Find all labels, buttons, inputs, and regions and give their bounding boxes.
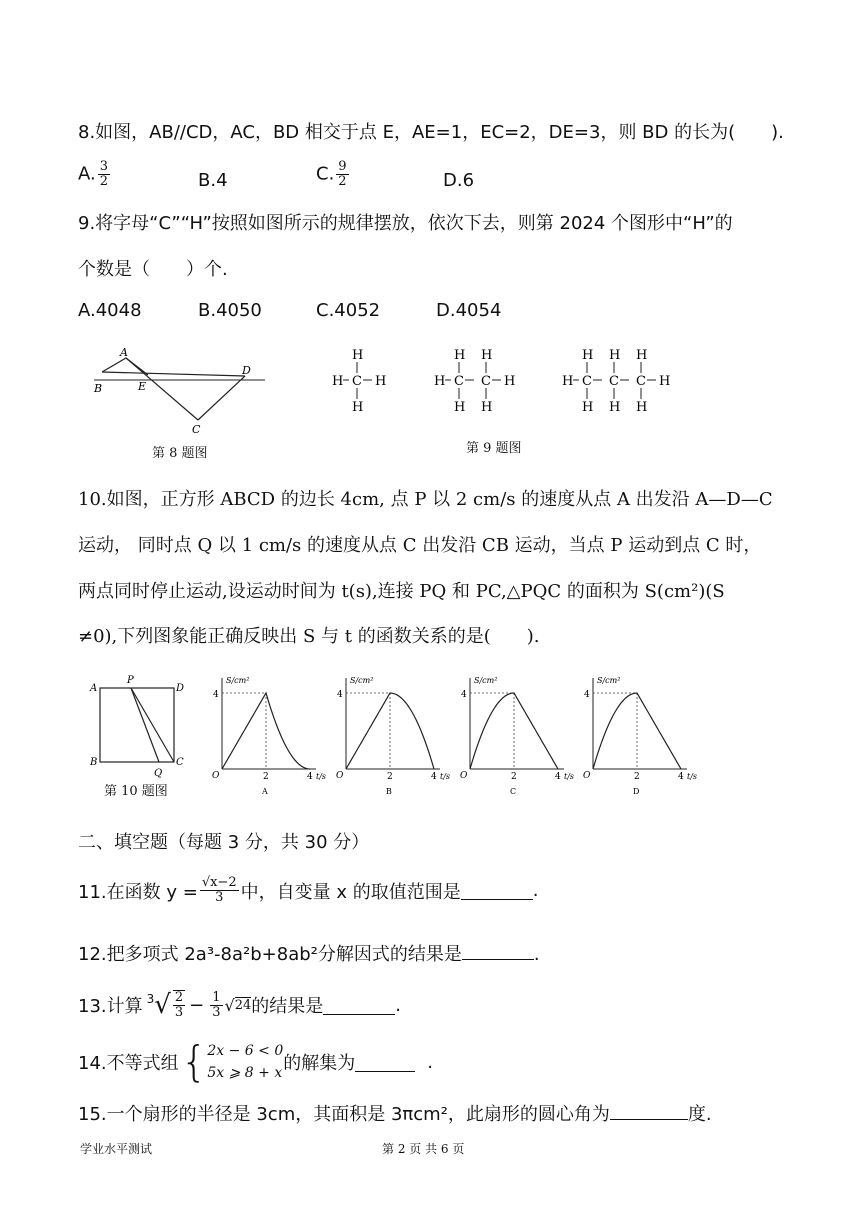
origin-label: O bbox=[336, 771, 344, 781]
label-q: Q bbox=[154, 768, 163, 779]
q14-line: 14.不等式组 { 2x − 6 < 0 5x ⩾ 8 + x 的解集为 . bbox=[78, 1037, 433, 1086]
atom-h: H bbox=[582, 400, 594, 415]
atom-c: C bbox=[609, 374, 619, 389]
label-a: A bbox=[90, 683, 98, 694]
q10-text-line1: 10.如图，正方形 ABCD 的边长 4cm, 点 P 以 2 cm/s 的速度从点 A 出发沿 A—D—C bbox=[78, 489, 773, 510]
atom-h: H bbox=[636, 400, 648, 415]
y-axis-label: S/cm² bbox=[474, 676, 498, 685]
answer-blank[interactable] bbox=[461, 881, 533, 900]
x-tick-4: 4 bbox=[678, 772, 684, 782]
inequality-system: 2x − 6 < 0 5x ⩾ 8 + x bbox=[207, 1043, 284, 1081]
x-tick-2: 2 bbox=[511, 772, 517, 782]
label-d: D bbox=[242, 364, 251, 377]
y-tick-4: 4 bbox=[213, 690, 219, 700]
q8-option-a: A. $\frac{3}{2}$ bbox=[78, 159, 108, 189]
q8-option-c: C. $\frac{9}{2}$ bbox=[316, 159, 347, 189]
fraction: $\frac{3}{2}$ bbox=[99, 159, 108, 189]
segment-pc bbox=[131, 688, 174, 762]
x-axis-label: t/s bbox=[440, 772, 451, 781]
graph-option-label: C bbox=[510, 787, 517, 796]
footer-left: 学业水平测试 bbox=[80, 1142, 153, 1156]
segment-ac bbox=[126, 358, 198, 420]
atom-h: H bbox=[582, 348, 594, 363]
x-axis-label: t/s bbox=[564, 772, 575, 781]
atom-h: H bbox=[562, 374, 574, 389]
y-tick-4: 4 bbox=[337, 690, 343, 700]
segment-cd bbox=[198, 376, 245, 420]
atom-c: C bbox=[454, 374, 464, 389]
answer-blank[interactable] bbox=[610, 1101, 688, 1120]
atom-c: C bbox=[636, 374, 646, 389]
q11-line: 11.在函数 y = $\frac{√x-2}{3}$ 中，自变量 x 的取值范围是 . bbox=[78, 875, 539, 905]
figure-10-caption: 第 10 题图 bbox=[104, 784, 168, 799]
x-tick-4: 4 bbox=[555, 772, 561, 782]
x-axis-label: t/s bbox=[687, 772, 698, 781]
y-axis-label: S/cm² bbox=[226, 676, 250, 685]
q9-option-b: B.4050 bbox=[198, 300, 262, 321]
atom-h: H bbox=[481, 348, 493, 363]
atom-h: H bbox=[332, 374, 344, 389]
radical-sign: √ bbox=[154, 990, 171, 1020]
atom-h: H bbox=[504, 374, 516, 389]
atom-h: H bbox=[352, 400, 364, 415]
graph-option-label: A bbox=[262, 787, 268, 796]
y-tick-4: 4 bbox=[461, 690, 467, 700]
atom-h: H bbox=[375, 374, 387, 389]
coef-fraction: $\frac{1}{3}$ bbox=[212, 989, 221, 1020]
atom-h: H bbox=[609, 348, 621, 363]
atom-c: C bbox=[352, 374, 362, 389]
label-c: C bbox=[192, 423, 201, 436]
q8-text: 8.如图，AB//CD，AC，BD 相交于点 E，AE=1，EC=2，DE=3，则 BD 的长为( ). bbox=[78, 122, 784, 143]
graph-A bbox=[206, 672, 327, 802]
atom-h: H bbox=[609, 400, 621, 415]
x-tick-2: 2 bbox=[634, 772, 640, 782]
atom-h: H bbox=[434, 374, 446, 389]
label-a: A bbox=[120, 346, 128, 359]
molecule-1 bbox=[332, 348, 386, 415]
x-tick-2: 2 bbox=[263, 772, 269, 782]
graph-B bbox=[330, 672, 451, 802]
label-e: E bbox=[138, 380, 147, 393]
q9-option-c: C.4052 bbox=[316, 300, 381, 321]
origin-label: O bbox=[460, 771, 468, 781]
q11-fraction: $\frac{√x-2}{3}$ bbox=[201, 875, 237, 905]
atom-h: H bbox=[454, 348, 466, 363]
atom-c: C bbox=[481, 374, 491, 389]
figure-9-diagram bbox=[322, 345, 692, 415]
molecule-group bbox=[332, 348, 670, 415]
molecule-3 bbox=[562, 348, 670, 415]
x-tick-2: 2 bbox=[387, 772, 393, 782]
origin-label: O bbox=[583, 771, 591, 781]
atom-h: H bbox=[481, 400, 493, 415]
label-d: D bbox=[176, 683, 185, 694]
graph-option-label: B bbox=[386, 787, 392, 796]
figure-8-diagram bbox=[90, 340, 270, 440]
x-axis-label: t/s bbox=[316, 772, 327, 781]
brace: { bbox=[180, 1037, 208, 1086]
atom-h: H bbox=[352, 348, 364, 363]
label-c: C bbox=[176, 757, 184, 768]
q10-text-line4: ≠0),下列图象能正确反映出 S 与 t 的函数关系的是( ). bbox=[78, 626, 540, 647]
label-b: B bbox=[90, 757, 98, 768]
q10-text-line2: 运动， 同时点 Q 以 1 cm/s 的速度从点 C 出发沿 CB 运动，当点 P 运动到点 C 时， bbox=[78, 535, 762, 556]
atom-h: H bbox=[659, 374, 671, 389]
fraction: $\frac{9}{2}$ bbox=[338, 159, 347, 189]
section-2-title: 二、填空题（每题 3 分，共 30 分） bbox=[78, 832, 370, 853]
figure-10-square bbox=[88, 670, 188, 780]
graph-D bbox=[577, 672, 698, 802]
atom-h: H bbox=[454, 400, 466, 415]
q9-option-a: A.4048 bbox=[78, 300, 142, 321]
q9-option-d: D.4054 bbox=[436, 300, 502, 321]
y-tick-4: 4 bbox=[584, 690, 590, 700]
radical-sign: √ bbox=[224, 995, 235, 1015]
origin-label: O bbox=[212, 771, 220, 781]
x-tick-4: 4 bbox=[307, 772, 313, 782]
q13-line: 13.计算 3 √ $\frac{2}{3}$ − $\frac{1}{3}$ √ 24 的结果是 . bbox=[78, 989, 401, 1020]
figure-9-caption: 第 9 题图 bbox=[466, 441, 522, 456]
q12-line: 12.把多项式 2a³-8a²b+8ab²分解因式的结果是 . bbox=[78, 940, 540, 966]
graph-option-label: D bbox=[633, 787, 640, 796]
q9-text-line1: 9.将字母“C”“H”按照如图所示的规律摆放，依次下去，则第 2024 个图形中“H”的 bbox=[78, 213, 733, 234]
q10-text-line3: 两点同时停止运动,设运动时间为 t(s),连接 PQ 和 PC,△PQC 的面积为 S(cm²)(S bbox=[78, 581, 725, 602]
molecule-2 bbox=[434, 348, 515, 415]
answer-blank[interactable] bbox=[355, 1053, 415, 1072]
q15-line: 15.一个扇形的半径是 3cm，其面积是 3πcm²，此扇形的圆心角为 度. bbox=[78, 1100, 712, 1126]
graph-C bbox=[454, 672, 575, 802]
figure-8-caption: 第 8 题图 bbox=[152, 446, 208, 461]
atom-c: C bbox=[582, 374, 592, 389]
radicand-fraction: $\frac{2}{3}$ bbox=[174, 990, 184, 1020]
q8-option-d: D.6 bbox=[443, 170, 475, 191]
y-axis-label: S/cm² bbox=[597, 676, 621, 685]
segment-pq bbox=[131, 688, 159, 762]
atom-h: H bbox=[636, 348, 648, 363]
segment-bd bbox=[102, 372, 245, 376]
label-b: B bbox=[94, 382, 103, 395]
answer-blank[interactable] bbox=[323, 996, 395, 1015]
q9-text-line2: 个数是（ ）个. bbox=[78, 259, 228, 280]
answer-blank[interactable] bbox=[462, 941, 534, 960]
x-tick-4: 4 bbox=[431, 772, 437, 782]
footer-page-number: 第 2 页 共 6 页 bbox=[382, 1142, 465, 1156]
q8-option-b: B.4 bbox=[198, 170, 228, 191]
y-axis-label: S/cm² bbox=[350, 676, 374, 685]
label-p: P bbox=[127, 675, 134, 686]
